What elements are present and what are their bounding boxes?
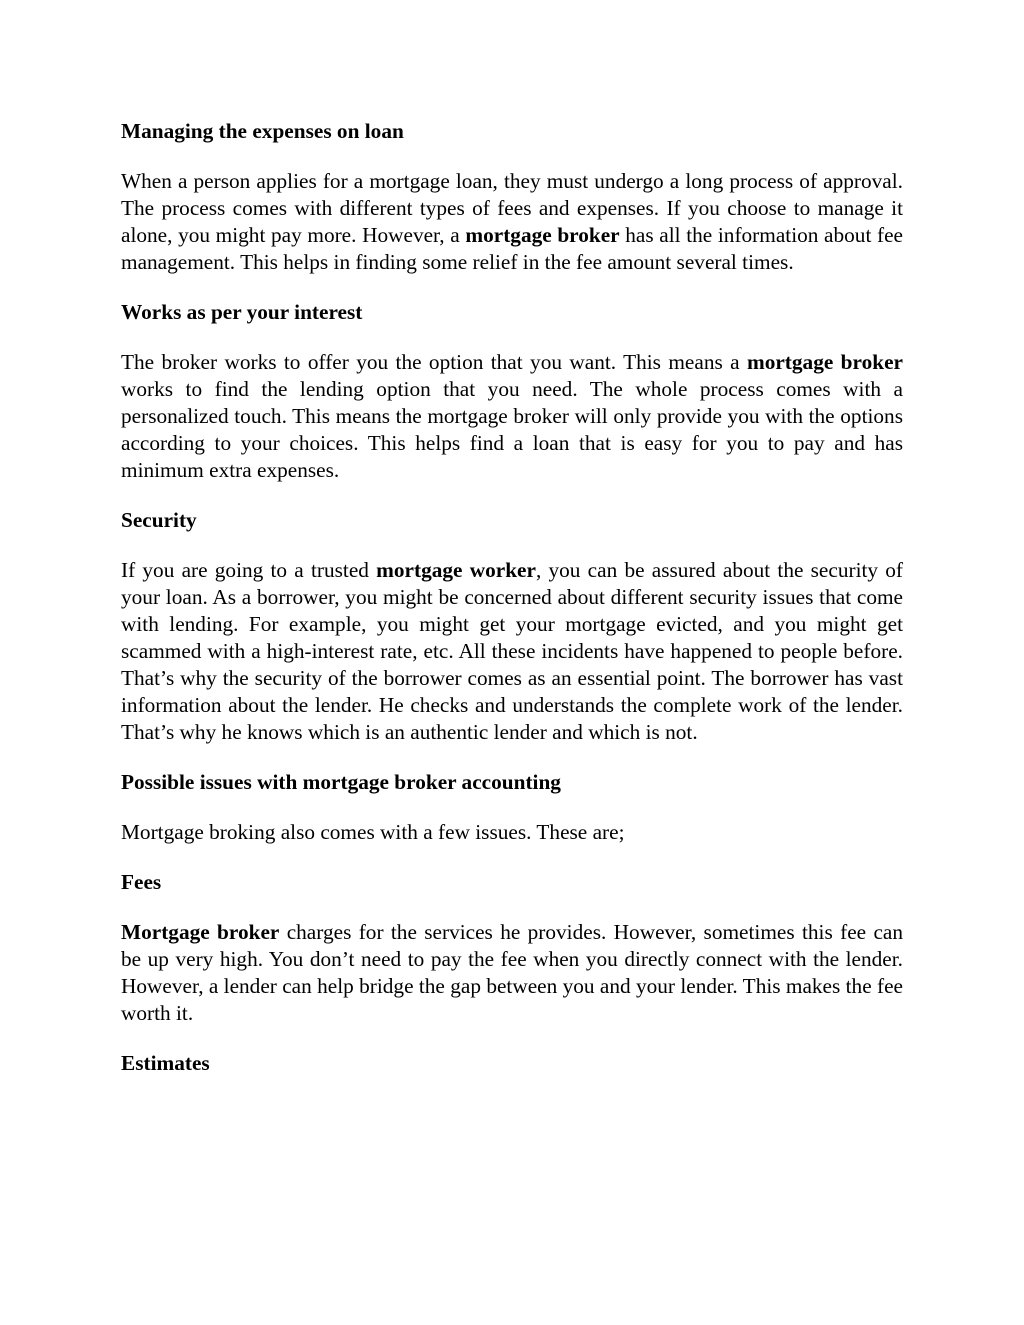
section-heading-security: Security bbox=[121, 508, 197, 532]
section-paragraph-fees bbox=[121, 919, 903, 1027]
section-heading-works-interest: Works as per your interest bbox=[121, 300, 363, 324]
bold-keyword: mortgage broker bbox=[465, 223, 620, 247]
paragraph-text: Mortgage broking also comes with a few issues. These are; bbox=[121, 820, 625, 844]
paragraph-text: has all the information about fee management. This helps in finding some relief in the fee amount several times. bbox=[121, 223, 904, 274]
document-page bbox=[121, 118, 903, 1100]
section-paragraph-security bbox=[121, 557, 903, 746]
bold-keyword: mortgage worker bbox=[376, 558, 536, 582]
section-heading-managing-expenses: Managing the expenses on loan bbox=[121, 119, 404, 143]
paragraph-text: , you can be assured about the security of your loan. As a borrower, you might be concerned about different security issues that come with lending. For example, you might get your mortgage evicted, and you might get scammed with a high-interest rate, etc. All these incidents have happened to people before. That’s why the security of the borrower comes as an essential point. The borrower has vast information about the lender. He checks and understands the complete work of the lender. That’s why he knows which is an authentic lender and which is not. bbox=[121, 558, 904, 744]
bold-keyword: Mortgage broker bbox=[121, 920, 280, 944]
paragraph-text: When a person applies for a mortgage loan, they must undergo a long process of approval. The process comes with different types of fees and expenses. If you choose to manage it alone, you might pay more. However, a bbox=[121, 169, 903, 247]
section-heading-estimates: Estimates bbox=[121, 1051, 210, 1075]
paragraph-text: If you are going to a trusted bbox=[121, 558, 377, 582]
section-heading-possible-issues: Possible issues with mortgage broker accounting bbox=[121, 770, 561, 794]
paragraph-text: The broker works to offer you the option that you want. This means a bbox=[121, 350, 747, 374]
paragraph-text: works to find the lending option that you need. The whole process comes with a personalized touch. This means the mortgage broker will only provide you with the options according to your choices. This helps find a loan that is easy for you to pay and has minimum extra expenses. bbox=[121, 377, 903, 482]
section-paragraph-works-interest bbox=[121, 349, 903, 484]
section-paragraph-possible-issues bbox=[121, 819, 903, 846]
section-paragraph-managing-expenses bbox=[121, 168, 903, 276]
section-heading-fees: Fees bbox=[121, 870, 162, 894]
paragraph-text: charges for the services he provides. However, sometimes this fee can be up very high. You don’t need to pay the fee when you directly connect with the lender. However, a lender can help bridge the gap between you and your lender. This makes the fee worth it. bbox=[121, 920, 903, 1025]
bold-keyword: mortgage broker bbox=[746, 350, 903, 374]
